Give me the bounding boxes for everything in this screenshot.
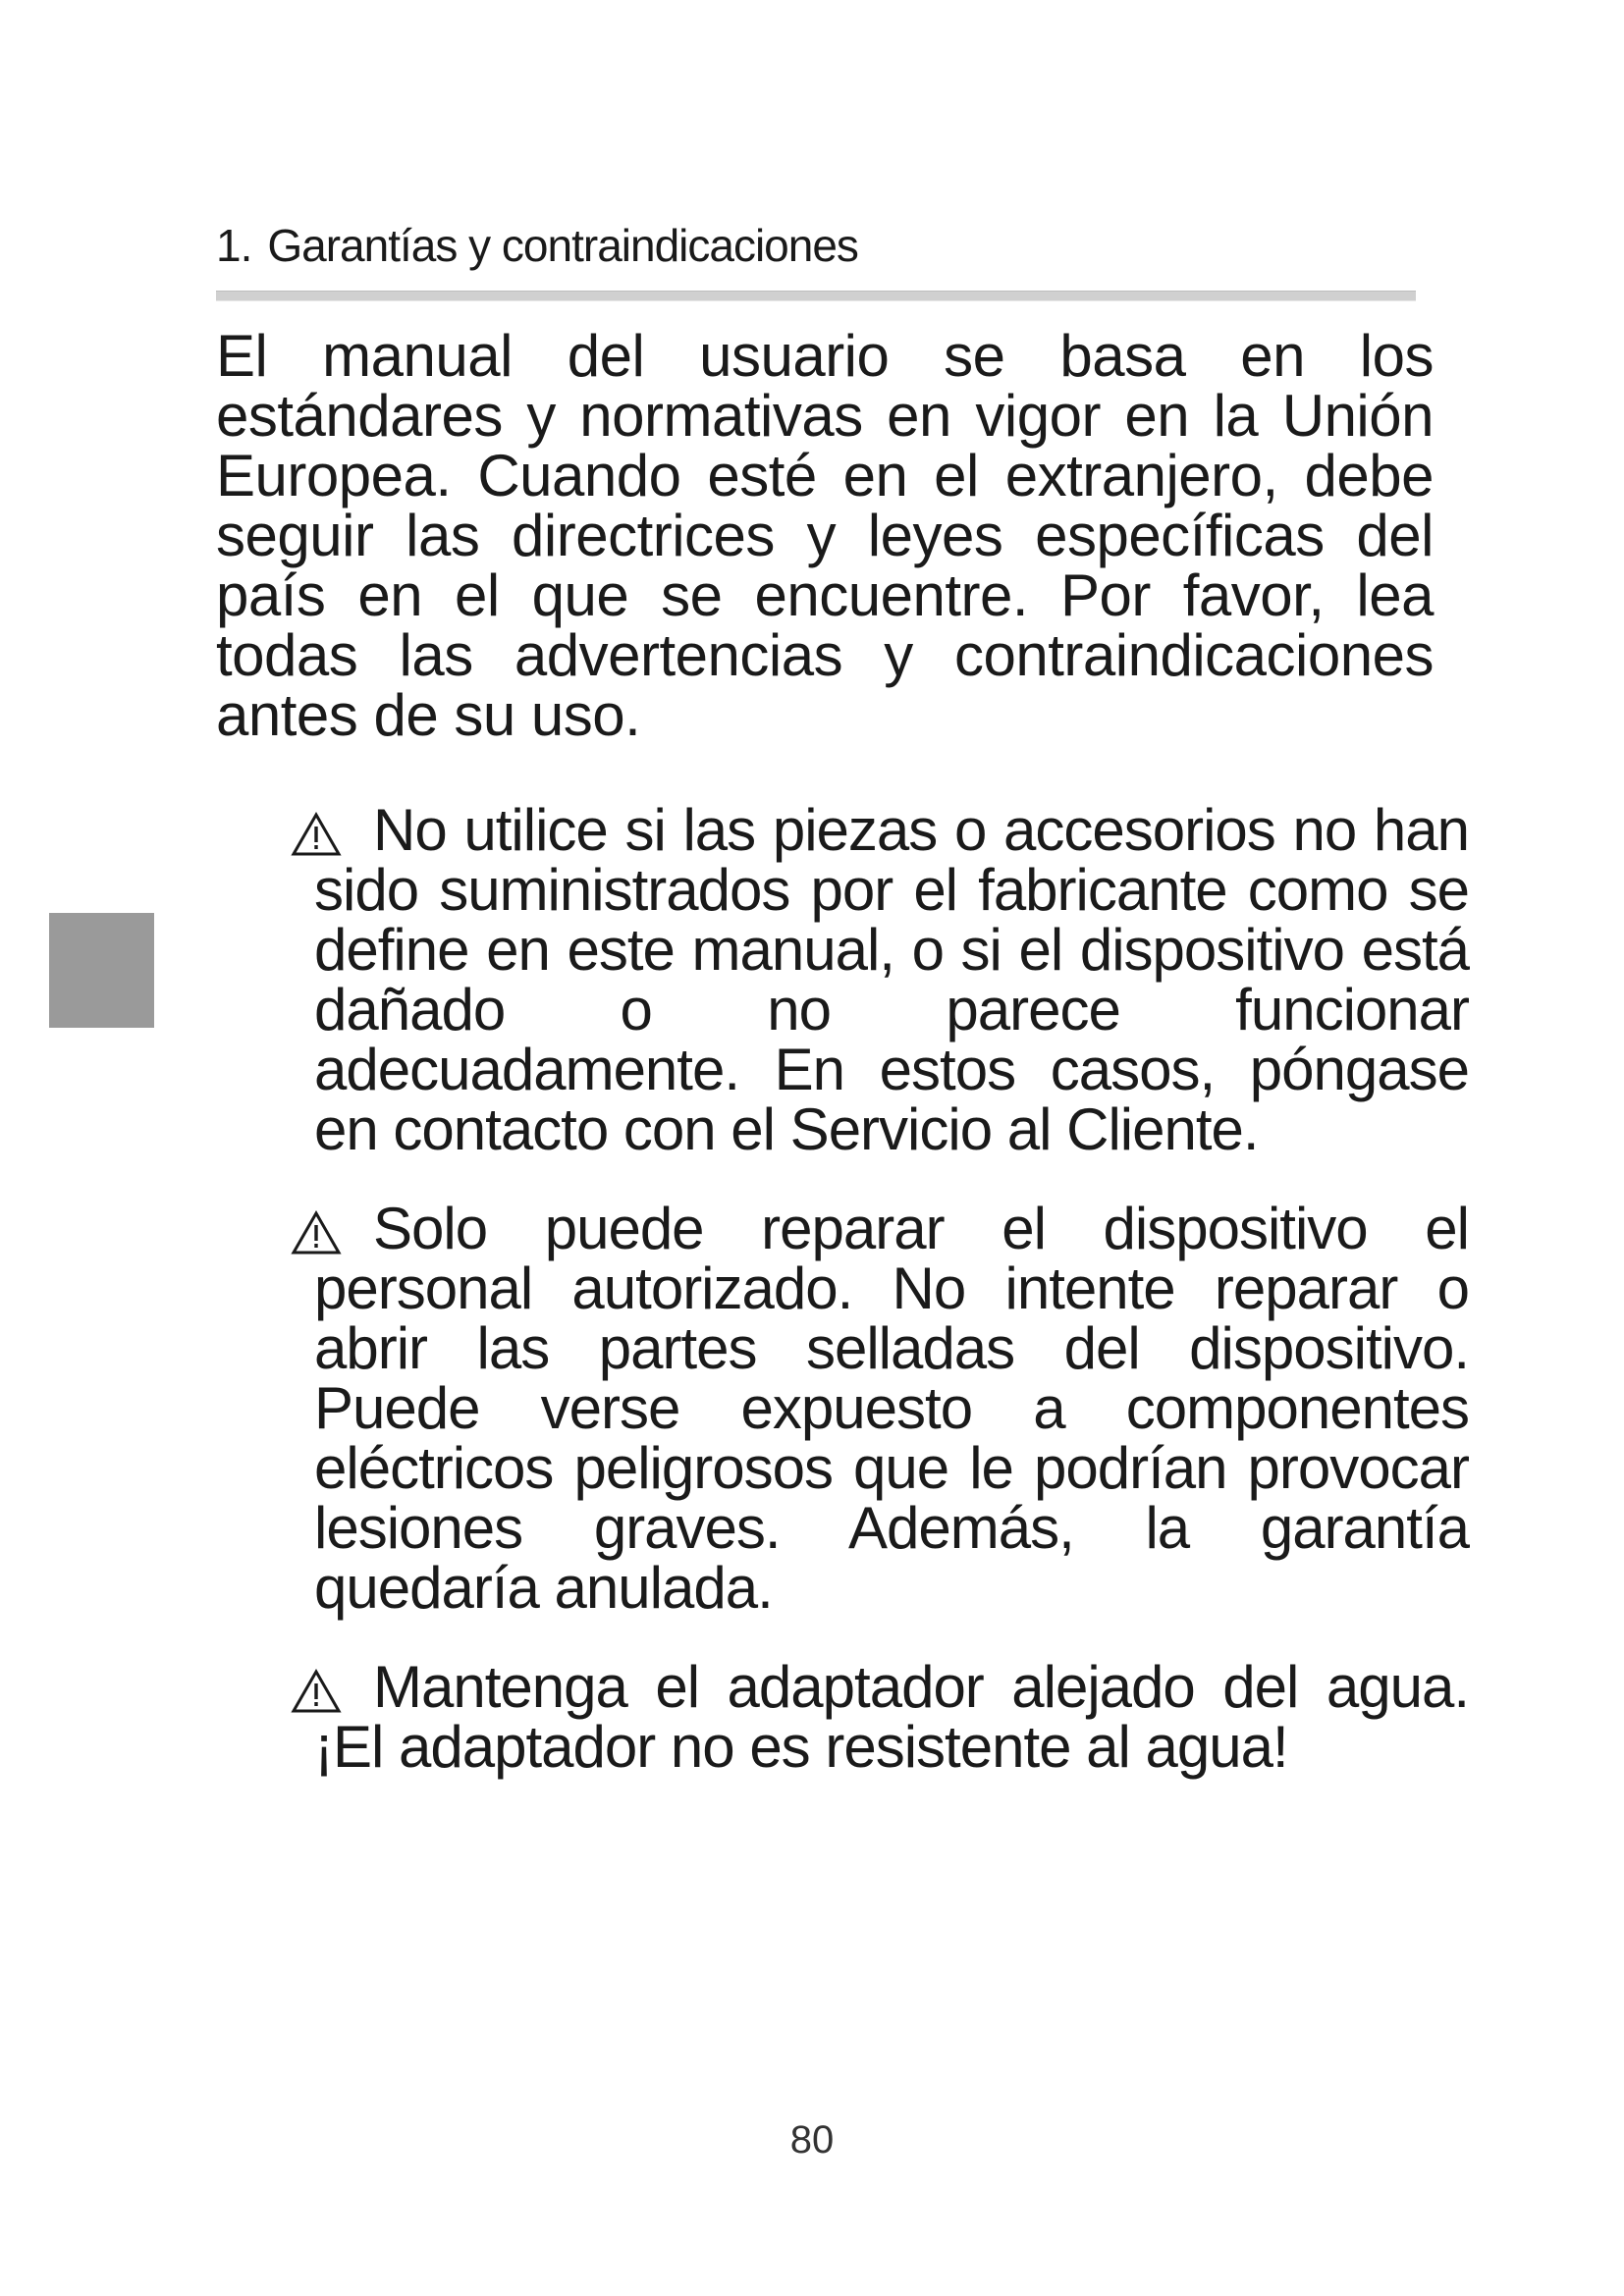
warnings-list bbox=[291, 797, 1469, 1816]
chapter-side-tab bbox=[49, 913, 154, 1028]
warning-text: No utilice si las piezas o accesorios no han sido suministrados por el fabricante como se define en este manual, o si el dispositivo está dañado o no parece funcionar adecuadamente. En estos casos, póngase en contacto con el Servicio al Cliente. bbox=[314, 797, 1469, 1162]
header-divider bbox=[216, 291, 1416, 301]
section-title-text: Garantías y contraindicaciones bbox=[267, 220, 858, 271]
warning-item bbox=[291, 1654, 1469, 1780]
section-number: 1. bbox=[216, 220, 252, 271]
warning-triangle-icon bbox=[291, 812, 342, 857]
warning-item bbox=[291, 797, 1469, 1162]
intro-paragraph: El manual del usuario se basa en los estándares y normativas en vigor en la Unión Europea. Cuando esté en el extranjero, debe seguir las directrices y leyes específicas del país en el que se encuentre. Por favor, lea todas las advertencias y contraindicaciones antes de su uso. bbox=[216, 323, 1434, 748]
warning-item bbox=[291, 1196, 1469, 1621]
page-number: 80 bbox=[789, 2118, 835, 2162]
section-title bbox=[216, 214, 1414, 277]
warning-triangle-icon bbox=[291, 1210, 342, 1255]
warning-text: Solo puede reparar el dispositivo el personal autorizado. No intente reparar o abrir las partes selladas del dispositivo. Puede verse expuesto a componentes eléctricos peligrosos que le podrían provocar lesiones graves. Además, la garantía quedaría anulada. bbox=[314, 1196, 1469, 1621]
warning-triangle-icon bbox=[291, 1669, 342, 1714]
warning-text: Mantenga el adaptador alejado del agua. ¡El adaptador no es resistente al agua! bbox=[314, 1654, 1469, 1780]
section-header bbox=[216, 214, 1414, 301]
